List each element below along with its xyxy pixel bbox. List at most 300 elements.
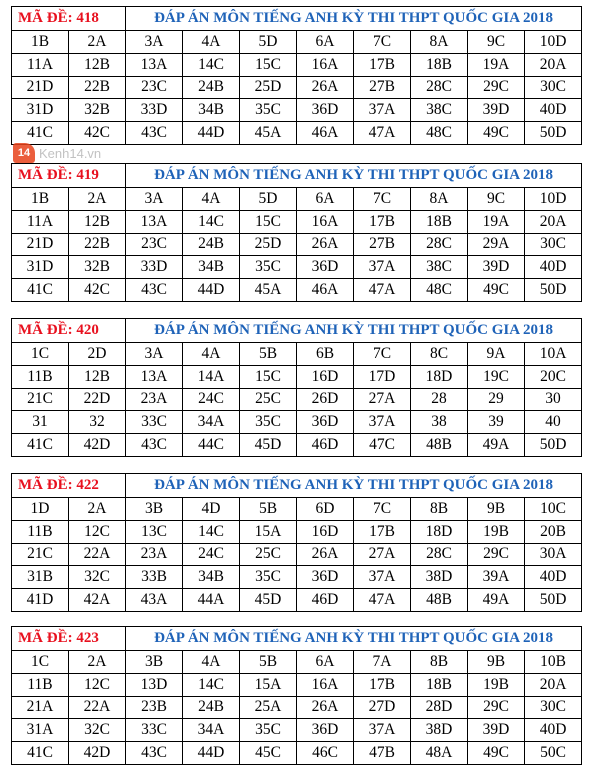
- answer-cell: 46A: [297, 279, 354, 302]
- answer-cell: 32: [69, 411, 126, 434]
- answer-cell: 45D: [240, 589, 297, 612]
- answer-cell: 37A: [354, 566, 411, 589]
- answer-cell: 15C: [240, 53, 297, 76]
- answer-cell: 32C: [69, 566, 126, 589]
- answer-cell: 44D: [183, 742, 240, 765]
- answer-cell: 13C: [126, 520, 183, 543]
- answer-cell: 20A: [525, 53, 582, 76]
- answer-cell: 28C: [411, 543, 468, 566]
- answer-cell: 6A: [297, 31, 354, 54]
- exam-code-cell: [12, 627, 126, 651]
- answer-cell: 10C: [525, 498, 582, 521]
- answer-cell: 9B: [468, 498, 525, 521]
- answer-cell: 38C: [411, 256, 468, 279]
- answer-table: [11, 473, 582, 612]
- table-header-row: [12, 7, 582, 31]
- answer-cell: 46D: [297, 589, 354, 612]
- answer-cell: 38C: [411, 99, 468, 122]
- answer-cell: 33B: [126, 566, 183, 589]
- answer-cell: 14C: [183, 210, 240, 233]
- answer-cell: 25C: [240, 388, 297, 411]
- answer-cell: 49A: [468, 589, 525, 612]
- answer-cell: 5B: [240, 498, 297, 521]
- answer-cell: 23C: [126, 76, 183, 99]
- answer-cell: 27A: [354, 543, 411, 566]
- answer-cell: 43C: [126, 122, 183, 145]
- answer-cell: 30: [525, 388, 582, 411]
- table-row: [12, 543, 582, 566]
- answer-key-title: ĐÁP ÁN MÔN TIẾNG ANH KỲ THI THPT QUỐC GIA 2018: [126, 319, 582, 343]
- answer-cell: 13A: [126, 365, 183, 388]
- answer-cell: 12B: [69, 365, 126, 388]
- answer-cell: 48C: [411, 122, 468, 145]
- answer-cell: 8C: [411, 343, 468, 366]
- answer-cell: 14C: [183, 520, 240, 543]
- table-row: [12, 742, 582, 765]
- answer-cell: 14C: [183, 673, 240, 696]
- answer-cell: 31D: [12, 99, 69, 122]
- answer-cell: 15C: [240, 210, 297, 233]
- answer-cell: 15C: [240, 365, 297, 388]
- answer-table: [11, 6, 582, 145]
- answer-cell: 49C: [468, 279, 525, 302]
- answer-cell: 21A: [12, 696, 69, 719]
- answer-cell: 16A: [297, 53, 354, 76]
- table-row: [12, 99, 582, 122]
- answer-cell: 12B: [69, 53, 126, 76]
- answer-cell: 21C: [12, 388, 69, 411]
- answer-cell: 11B: [12, 673, 69, 696]
- answer-table: [11, 318, 582, 457]
- answer-cell: 7C: [354, 343, 411, 366]
- answer-cell: 19A: [468, 53, 525, 76]
- answer-cell: 25A: [240, 696, 297, 719]
- table-row: [12, 233, 582, 256]
- answer-cell: 29C: [468, 543, 525, 566]
- answer-cell: 3B: [126, 498, 183, 521]
- answer-cell: 39D: [468, 256, 525, 279]
- answer-cell: 23A: [126, 543, 183, 566]
- answer-cell: 50D: [525, 279, 582, 302]
- table-header-row: [12, 474, 582, 498]
- exam-code-cell: [12, 319, 126, 343]
- answer-cell: 20B: [525, 520, 582, 543]
- table-row: [12, 31, 582, 54]
- answer-table: [11, 163, 582, 302]
- answer-cell: 48B: [411, 434, 468, 457]
- answer-cell: 21C: [12, 543, 69, 566]
- table-header-row: [12, 164, 582, 188]
- answer-key-title: ĐÁP ÁN MÔN TIẾNG ANH KỲ THI THPT QUỐC GIA 2018: [126, 164, 582, 188]
- answer-cell: 42D: [69, 434, 126, 457]
- answer-cell: 28: [411, 388, 468, 411]
- answer-cell: 25C: [240, 543, 297, 566]
- answer-cell: 26D: [297, 388, 354, 411]
- table-row: [12, 651, 582, 674]
- exam-code-number: 420: [76, 322, 99, 338]
- answer-cell: 26A: [297, 76, 354, 99]
- answer-cell: 47B: [354, 742, 411, 765]
- table-row: [12, 566, 582, 589]
- answer-cell: 4A: [183, 651, 240, 674]
- answer-cell: 6A: [297, 651, 354, 674]
- answer-cell: 35C: [240, 566, 297, 589]
- answer-cell: 13D: [126, 673, 183, 696]
- answer-cell: 2A: [69, 498, 126, 521]
- answer-cell: 24B: [183, 233, 240, 256]
- answer-cell: 38: [411, 411, 468, 434]
- answer-cell: 15A: [240, 673, 297, 696]
- answer-cell: 41C: [12, 122, 69, 145]
- answer-cell: 41C: [12, 742, 69, 765]
- answer-cell: 47A: [354, 122, 411, 145]
- answer-cell: 17B: [354, 520, 411, 543]
- answer-cell: 4A: [183, 31, 240, 54]
- answer-cell: 22A: [69, 543, 126, 566]
- table-row: [12, 365, 582, 388]
- exam-code-cell: [12, 7, 126, 31]
- answer-cell: 34A: [183, 411, 240, 434]
- answer-cell: 13A: [126, 53, 183, 76]
- answer-cell: 17B: [354, 673, 411, 696]
- answer-cell: 19B: [468, 673, 525, 696]
- answer-cell: 8A: [411, 188, 468, 211]
- answer-cell: 33D: [126, 256, 183, 279]
- answer-cell: 37A: [354, 256, 411, 279]
- answer-cell: 31B: [12, 566, 69, 589]
- answer-cell: 49C: [468, 742, 525, 765]
- answer-cell: 25D: [240, 233, 297, 256]
- answer-cell: 40: [525, 411, 582, 434]
- answer-cell: 36D: [297, 99, 354, 122]
- answer-cell: 20C: [525, 365, 582, 388]
- answer-cell: 26A: [297, 543, 354, 566]
- answer-cell: 13A: [126, 210, 183, 233]
- table-header-row: [12, 627, 582, 651]
- answer-cell: 22A: [69, 696, 126, 719]
- answer-cell: 18D: [411, 520, 468, 543]
- answer-cell: 31: [12, 411, 69, 434]
- answer-cell: 3B: [126, 651, 183, 674]
- answer-cell: 6D: [297, 498, 354, 521]
- exam-code-cell: [12, 474, 126, 498]
- answer-cell: 20A: [525, 673, 582, 696]
- exam-code-label: MÃ ĐỀ:: [18, 10, 73, 26]
- answer-cell: 3A: [126, 343, 183, 366]
- answer-cell: 50C: [525, 742, 582, 765]
- answer-cell: 8B: [411, 651, 468, 674]
- answer-cell: 16A: [297, 673, 354, 696]
- answer-cell: 17B: [354, 53, 411, 76]
- answer-cell: 5B: [240, 343, 297, 366]
- answer-cell: 9C: [468, 31, 525, 54]
- answer-cell: 50D: [525, 434, 582, 457]
- answer-cell: 40D: [525, 256, 582, 279]
- answer-cell: 43C: [126, 434, 183, 457]
- answer-cell: 5D: [240, 188, 297, 211]
- answer-cell: 2D: [69, 343, 126, 366]
- answer-cell: 14C: [183, 53, 240, 76]
- answer-cell: 23C: [126, 233, 183, 256]
- answer-cell: 17D: [354, 365, 411, 388]
- answer-cell: 37A: [354, 719, 411, 742]
- answer-cell: 2A: [69, 188, 126, 211]
- answer-cell: 47A: [354, 589, 411, 612]
- answer-cell: 50D: [525, 589, 582, 612]
- answer-cell: 3A: [126, 188, 183, 211]
- answer-cell: 24C: [183, 388, 240, 411]
- answer-cell: 49A: [468, 434, 525, 457]
- answer-cell: 6A: [297, 188, 354, 211]
- answer-cell: 40D: [525, 99, 582, 122]
- answer-cell: 4D: [183, 498, 240, 521]
- answer-cell: 28C: [411, 76, 468, 99]
- answer-cell: 7C: [354, 31, 411, 54]
- answer-cell: 21D: [12, 76, 69, 99]
- answer-cell: 47C: [354, 434, 411, 457]
- answer-cell: 7A: [354, 651, 411, 674]
- answer-cell: 2A: [69, 31, 126, 54]
- answer-cell: 28C: [411, 233, 468, 256]
- answer-cell: 23A: [126, 388, 183, 411]
- answer-cell: 35C: [240, 99, 297, 122]
- answer-cell: 45D: [240, 434, 297, 457]
- answer-cell: 42A: [69, 589, 126, 612]
- table-row: [12, 279, 582, 302]
- answer-cell: 32B: [69, 256, 126, 279]
- answer-cell: 26A: [297, 233, 354, 256]
- answer-cell: 48B: [411, 589, 468, 612]
- answer-cell: 42C: [69, 122, 126, 145]
- answer-cell: 34B: [183, 256, 240, 279]
- answer-cell: 50D: [525, 122, 582, 145]
- table-row: [12, 388, 582, 411]
- answer-cell: 16D: [297, 365, 354, 388]
- answer-cell: 19C: [468, 365, 525, 388]
- answer-cell: 8A: [411, 31, 468, 54]
- answer-cell: 24B: [183, 76, 240, 99]
- answer-cell: 3A: [126, 31, 183, 54]
- answer-cell: 12C: [69, 520, 126, 543]
- answer-cell: 43A: [126, 589, 183, 612]
- answer-cell: 35C: [240, 411, 297, 434]
- table-row: [12, 719, 582, 742]
- exam-code-label: MÃ ĐỀ:: [18, 630, 73, 646]
- answer-cell: 1B: [12, 188, 69, 211]
- answer-cell: 5D: [240, 31, 297, 54]
- answer-cell: 16D: [297, 520, 354, 543]
- answer-cell: 4A: [183, 343, 240, 366]
- table-row: [12, 210, 582, 233]
- answer-cell: 22B: [69, 76, 126, 99]
- answer-cell: 29C: [468, 696, 525, 719]
- answer-cell: 27D: [354, 696, 411, 719]
- answer-cell: 44C: [183, 434, 240, 457]
- answer-cell: 18B: [411, 210, 468, 233]
- answer-cell: 15A: [240, 520, 297, 543]
- answer-cell: 22B: [69, 233, 126, 256]
- answer-cell: 4A: [183, 188, 240, 211]
- answer-cell: 31D: [12, 256, 69, 279]
- answer-cell: 7C: [354, 498, 411, 521]
- answer-cell: 1C: [12, 651, 69, 674]
- answer-cell: 41D: [12, 589, 69, 612]
- answer-cell: 5B: [240, 651, 297, 674]
- answer-cell: 44A: [183, 589, 240, 612]
- answer-cell: 1B: [12, 31, 69, 54]
- answer-cell: 29C: [468, 76, 525, 99]
- table-row: [12, 498, 582, 521]
- answer-key-title: ĐÁP ÁN MÔN TIẾNG ANH KỲ THI THPT QUỐC GIA 2018: [126, 627, 582, 651]
- answer-cell: 24C: [183, 543, 240, 566]
- answer-cell: 36D: [297, 411, 354, 434]
- answer-cell: 12B: [69, 210, 126, 233]
- answer-cell: 19A: [468, 210, 525, 233]
- answer-cell: 33C: [126, 411, 183, 434]
- answer-cell: 45C: [240, 742, 297, 765]
- exam-code-label: MÃ ĐỀ:: [18, 477, 73, 493]
- answer-cell: 49C: [468, 122, 525, 145]
- answer-cell: 27B: [354, 233, 411, 256]
- answer-cell: 6B: [297, 343, 354, 366]
- answer-key-title: ĐÁP ÁN MÔN TIẾNG ANH KỲ THI THPT QUỐC GIA 2018: [126, 7, 582, 31]
- answer-cell: 39: [468, 411, 525, 434]
- answer-cell: 46A: [297, 122, 354, 145]
- answer-cell: 10D: [525, 188, 582, 211]
- answer-cell: 11A: [12, 53, 69, 76]
- answer-cell: 24B: [183, 696, 240, 719]
- exam-code-number: 419: [76, 167, 99, 183]
- answer-cell: 1D: [12, 498, 69, 521]
- table-row: [12, 673, 582, 696]
- answer-cell: 14A: [183, 365, 240, 388]
- answer-cell: 10A: [525, 343, 582, 366]
- answer-cell: 42C: [69, 279, 126, 302]
- answer-cell: 7C: [354, 188, 411, 211]
- answer-cell: 30C: [525, 696, 582, 719]
- answer-cell: 36D: [297, 719, 354, 742]
- answer-cell: 10D: [525, 31, 582, 54]
- answer-cell: 37A: [354, 411, 411, 434]
- answer-cell: 35C: [240, 256, 297, 279]
- exam-code-label: MÃ ĐỀ:: [18, 167, 73, 183]
- answer-cell: 11B: [12, 520, 69, 543]
- answer-cell: 38D: [411, 566, 468, 589]
- answer-cell: 44D: [183, 279, 240, 302]
- answer-cell: 25D: [240, 76, 297, 99]
- answer-cell: 41C: [12, 279, 69, 302]
- answer-cell: 45A: [240, 122, 297, 145]
- answer-cell: 19B: [468, 520, 525, 543]
- table-row: [12, 434, 582, 457]
- exam-code-number: 418: [76, 10, 99, 26]
- answer-cell: 33C: [126, 719, 183, 742]
- answer-cell: 20A: [525, 210, 582, 233]
- watermark-text: Kenh14.vn: [39, 145, 102, 161]
- answer-cell: 11B: [12, 365, 69, 388]
- answer-cell: 36D: [297, 256, 354, 279]
- answer-cell: 47A: [354, 279, 411, 302]
- answer-cell: 27B: [354, 76, 411, 99]
- answer-cell: 30C: [525, 233, 582, 256]
- answer-cell: 37A: [354, 99, 411, 122]
- answer-cell: 48A: [411, 742, 468, 765]
- answer-cell: 29A: [468, 233, 525, 256]
- answer-cell: 38D: [411, 719, 468, 742]
- answer-cell: 9B: [468, 651, 525, 674]
- answer-cell: 1C: [12, 343, 69, 366]
- answer-cell: 10B: [525, 651, 582, 674]
- answer-cell: 46C: [297, 742, 354, 765]
- answer-cell: 39D: [468, 99, 525, 122]
- answer-cell: 9A: [468, 343, 525, 366]
- answer-key-title: ĐÁP ÁN MÔN TIẾNG ANH KỲ THI THPT QUỐC GIA 2018: [126, 474, 582, 498]
- answer-cell: 23B: [126, 696, 183, 719]
- kenh14-logo-icon: 14: [13, 143, 35, 163]
- answer-cell: 30A: [525, 543, 582, 566]
- table-row: [12, 696, 582, 719]
- answer-cell: 39A: [468, 566, 525, 589]
- answer-cell: 16A: [297, 210, 354, 233]
- answer-cell: 12C: [69, 673, 126, 696]
- answer-cell: 22D: [69, 388, 126, 411]
- table-row: [12, 256, 582, 279]
- answer-cell: 40D: [525, 566, 582, 589]
- answer-cell: 9C: [468, 188, 525, 211]
- answer-cell: 28D: [411, 696, 468, 719]
- table-row: [12, 53, 582, 76]
- answer-cell: 33D: [126, 99, 183, 122]
- answer-cell: 36D: [297, 566, 354, 589]
- answer-cell: 18B: [411, 53, 468, 76]
- answer-cell: 42D: [69, 742, 126, 765]
- answer-cell: 34A: [183, 719, 240, 742]
- answer-cell: 32B: [69, 99, 126, 122]
- exam-code-number: 422: [76, 477, 99, 493]
- answer-cell: 27A: [354, 388, 411, 411]
- table-row: [12, 520, 582, 543]
- table-row: [12, 589, 582, 612]
- answer-cell: 43C: [126, 742, 183, 765]
- answer-table: [11, 626, 582, 765]
- table-row: [12, 343, 582, 366]
- answer-cell: 31A: [12, 719, 69, 742]
- answer-cell: 48C: [411, 279, 468, 302]
- answer-cell: 45A: [240, 279, 297, 302]
- answer-cell: 46D: [297, 434, 354, 457]
- answer-cell: 43C: [126, 279, 183, 302]
- answer-cell: 44D: [183, 122, 240, 145]
- answer-cell: 34B: [183, 566, 240, 589]
- answer-cell: 39D: [468, 719, 525, 742]
- answer-cell: 18B: [411, 673, 468, 696]
- table-row: [12, 188, 582, 211]
- answer-cell: 32C: [69, 719, 126, 742]
- table-row: [12, 411, 582, 434]
- answer-cell: 17B: [354, 210, 411, 233]
- answer-cell: 26A: [297, 696, 354, 719]
- answer-cell: 40D: [525, 719, 582, 742]
- answer-cell: 18D: [411, 365, 468, 388]
- answer-cell: 29: [468, 388, 525, 411]
- answer-cell: 21D: [12, 233, 69, 256]
- answer-cell: 30C: [525, 76, 582, 99]
- answer-cell: 41C: [12, 434, 69, 457]
- answer-cell: 34B: [183, 99, 240, 122]
- answer-cell: 8B: [411, 498, 468, 521]
- exam-code-cell: [12, 164, 126, 188]
- table-header-row: [12, 319, 582, 343]
